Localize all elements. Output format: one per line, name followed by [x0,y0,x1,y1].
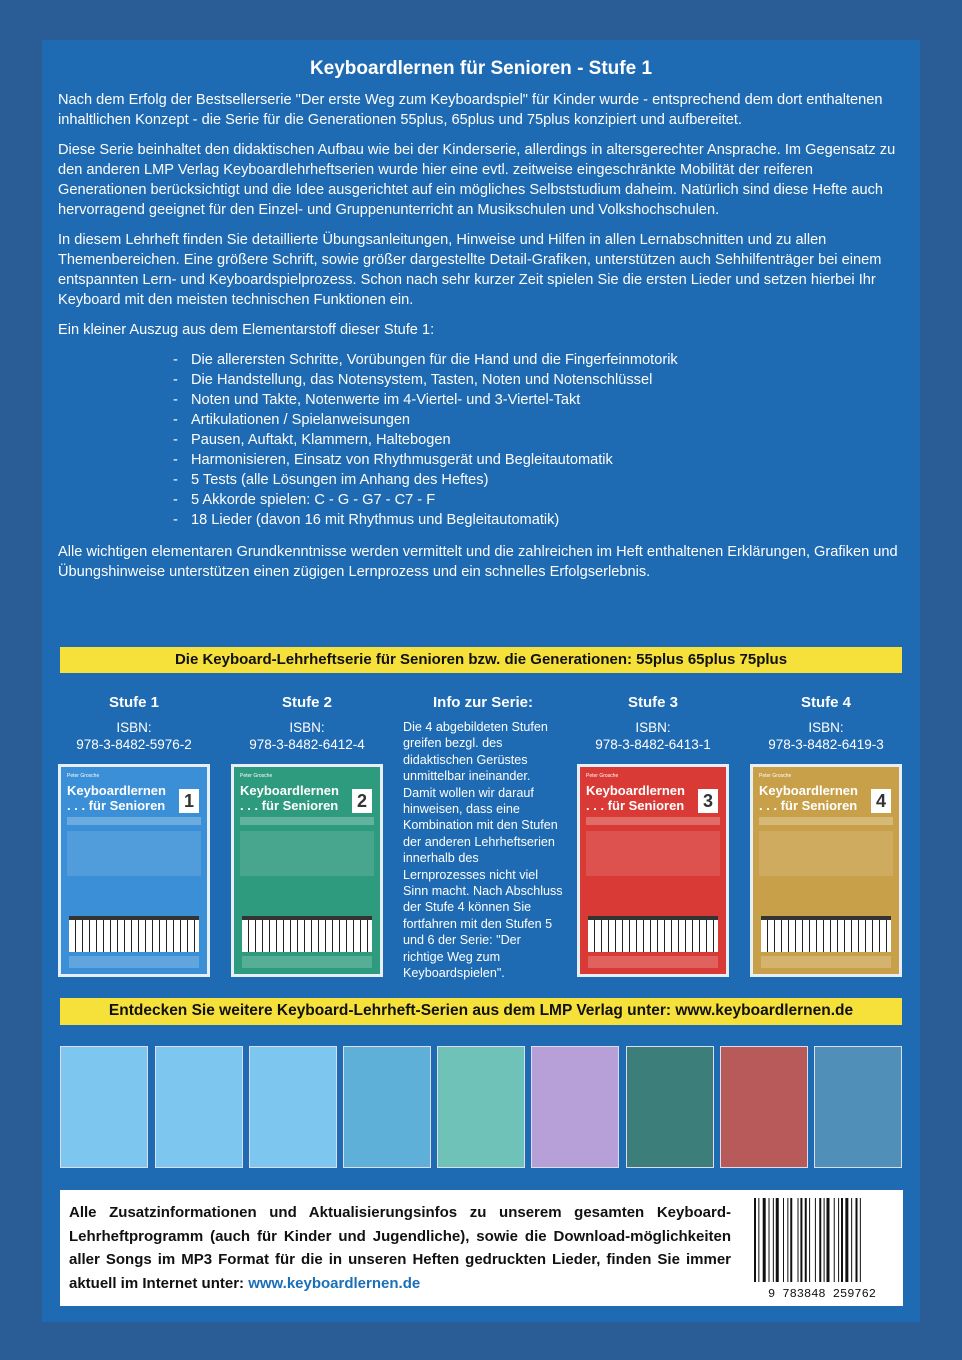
book-stufe: Stufe 3 [627,694,678,711]
book-column-3 [577,693,729,753]
cover-title: Keyboardlernen . . . für Senioren [586,783,685,813]
bottom-text: Alle Zusatzinformationen und Aktualisierungsinfos zu unserem gesamten Keyboard-Lehrheftprogramm (auch für Kinder und Jugendliche), sowie die Download-möglichkeiten aller Songs im MP3 Format für die in unseren Heften gedruckten Lieder, finden Sie immer aktuell im Internet unter: www.keyboardlernen.de [69,1204,731,1292]
book-cover-3 [577,764,729,977]
series-thumbnail [249,1046,337,1168]
website-link[interactable]: www.keyboardlernen.de [248,1274,421,1292]
series-thumbnail [626,1046,714,1168]
cover-number: 3 [698,789,718,813]
isbn-number: 978-3-8482-6412-4 [249,737,365,752]
isbn-number: 978-3-8482-5976-2 [76,737,192,752]
series-banner: Die Keyboard-Lehrheftserie für Senioren bzw. die Generationen: 55plus 65plus 75plus [60,647,902,673]
list-item: - Artikulationen / Spielanweisungen [173,412,411,428]
keyboard-image [69,916,199,952]
book-stufe: Stufe 2 [281,694,332,711]
cover-number: 1 [179,789,199,813]
isbn-label: ISBN: [635,720,671,735]
contents-paragraph: In diesem Lehrheft finden Sie detaillierte Übungsanleitungen, Hinweise und Hilfen in allen Lernabschnitten und zu allen Themenbereichen. Eine größere Schrift, sowie größer dargestellte Detail-Grafiken, unterstützen auch Sehhilfenträger bei einem entspannten Lern- und Keyboardspielprozess. Schon nach sehr kurzer Zeit spielen Sie die ersten Lieder und setzen hierbei Ihr Keyboard mit den meisten technischen Funktionen ein. [58,232,882,308]
series-thumbnail [155,1046,243,1168]
list-item: - 5 Tests (alle Lösungen im Anhang des Heftes) [173,472,489,488]
cover-author: Peter Grosche [240,773,273,779]
isbn-number: 978-3-8482-6419-3 [768,737,884,752]
keyboard-image [761,916,891,952]
info-box [60,1190,903,1306]
info-heading: Info zur Serie: [432,694,533,711]
topic-list [173,350,904,530]
list-item: - Die allerersten Schritte, Vorübungen für die Hand und die Fingerfeinmotorik [173,352,678,368]
excerpt-heading: Ein kleiner Auszug aus dem Elementarstoff dieser Stufe 1: [58,322,435,338]
cover-author: Peter Grosche [759,773,792,779]
series-thumbnail [720,1046,808,1168]
page-title: Keyboardlernen für Senioren - Stufe 1 [309,58,653,79]
book-cover-2 [231,764,383,977]
cover-title: Keyboardlernen . . . für Senioren [240,783,339,813]
book-stufe: Stufe 4 [800,694,851,711]
list-item: - Harmonisieren, Einsatz von Rhythmusgerät und Begleitautomatik [173,452,613,468]
series-thumbnail [531,1046,619,1168]
series-info [403,693,563,982]
cover-number: 2 [352,789,372,813]
series-thumbnail [814,1046,902,1168]
book-column-4 [750,693,902,753]
isbn-label: ISBN: [289,720,325,735]
isbn-label: ISBN: [808,720,844,735]
isbn-label: ISBN: [116,720,152,735]
keyboard-image [242,916,372,952]
main-content [58,58,904,592]
book-cover-1 [58,764,210,977]
isbn-number: 978-3-8482-6413-1 [595,737,711,752]
cover-title: Keyboardlernen . . . für Senioren [759,783,858,813]
series-paragraph: Diese Serie beinhaltet den didaktischen Aufbau wie bei der Kinderserie, allerdings in altersgerechter Ansprache. Im Gegensatz zu den anderen LMP Verlag Keyboardlehrheftserien wurde hier eine evtl. zeitweise eingeschränkte Mobilität der reiferen Generationen berücksichtigt und die Idee ausgerichtet auf ein mögliches Selbststudium daheim. Natürlich sind diese Hefte auch hervorragend geeignet für den Einzel- und Gruppenunterricht an Musikschulen und Volkshochschulen. [58,142,896,218]
barcode-number: 9 783848 259762 [767,1287,877,1301]
book-column-2 [231,693,383,753]
barcode [748,1194,896,1302]
closing-paragraph: Alle wichtigen elementaren Grundkenntnisse werden vermittelt und die zahlreichen im Heft enthaltenen Erklärungen, Grafiken und Übungshinweise unterstützen einen zügigen Lernprozess und ein schnelles Erfolgserlebnis. [58,544,898,580]
list-item: - Noten und Takte, Notenwerte im 4-Viertel- und 3-Viertel-Takt [173,392,581,408]
discover-banner: Entdecken Sie weitere Keyboard-Lehrheft-Serien aus dem LMP Verlag unter: www.keyboardlernen.de [60,998,902,1025]
list-item: - 5 Akkorde spielen: C - G - G7 - C7 - F [173,492,436,508]
book-stufe: Stufe 1 [108,694,159,711]
book-cover-4 [750,764,902,977]
list-item: - Die Handstellung, das Notensystem, Tasten, Noten und Notenschlüssel [173,372,653,388]
list-item: - Pausen, Auftakt, Klammern, Haltebogen [173,432,451,448]
series-thumbnail [343,1046,431,1168]
cover-number: 4 [871,789,891,813]
intro-paragraph: Nach dem Erfolg der Bestsellerserie "Der erste Weg zum Keyboardspiel" für Kinder wurde - entsprechend dem dort enthaltenen inhaltlichen Konzept - die Serie für die Generationen 55plus, 65plus und 75plus konzipiert und aufbereitet. [58,92,883,128]
list-item: - 18 Lieder (davon 16 mit Rhythmus und Begleitautomatik) [173,512,560,528]
series-thumbnail [437,1046,525,1168]
series-thumbnail [60,1046,148,1168]
info-text: Die 4 abgebildeten Stufen greifen bezgl. des didaktischen Gerüstes unmittelbar ineinander. Damit wollen wir darauf hinweisen, dass eine Kombination mit den Stufen der anderen Lehrheftserien innerhalb des Lernprozesses nicht viel Sinn macht. Nach Abschluss der Stufe 4 können Sie fortfahren mit den Stufen 5 und 6 der Serie: "Der richtige Weg zum Keyboardspielen". [403,720,563,981]
keyboard-image [588,916,718,952]
cover-title: Keyboardlernen . . . für Senioren [67,783,166,813]
cover-author: Peter Grosche [586,773,619,779]
cover-author: Peter Grosche [67,773,100,779]
book-column-1 [58,693,210,753]
